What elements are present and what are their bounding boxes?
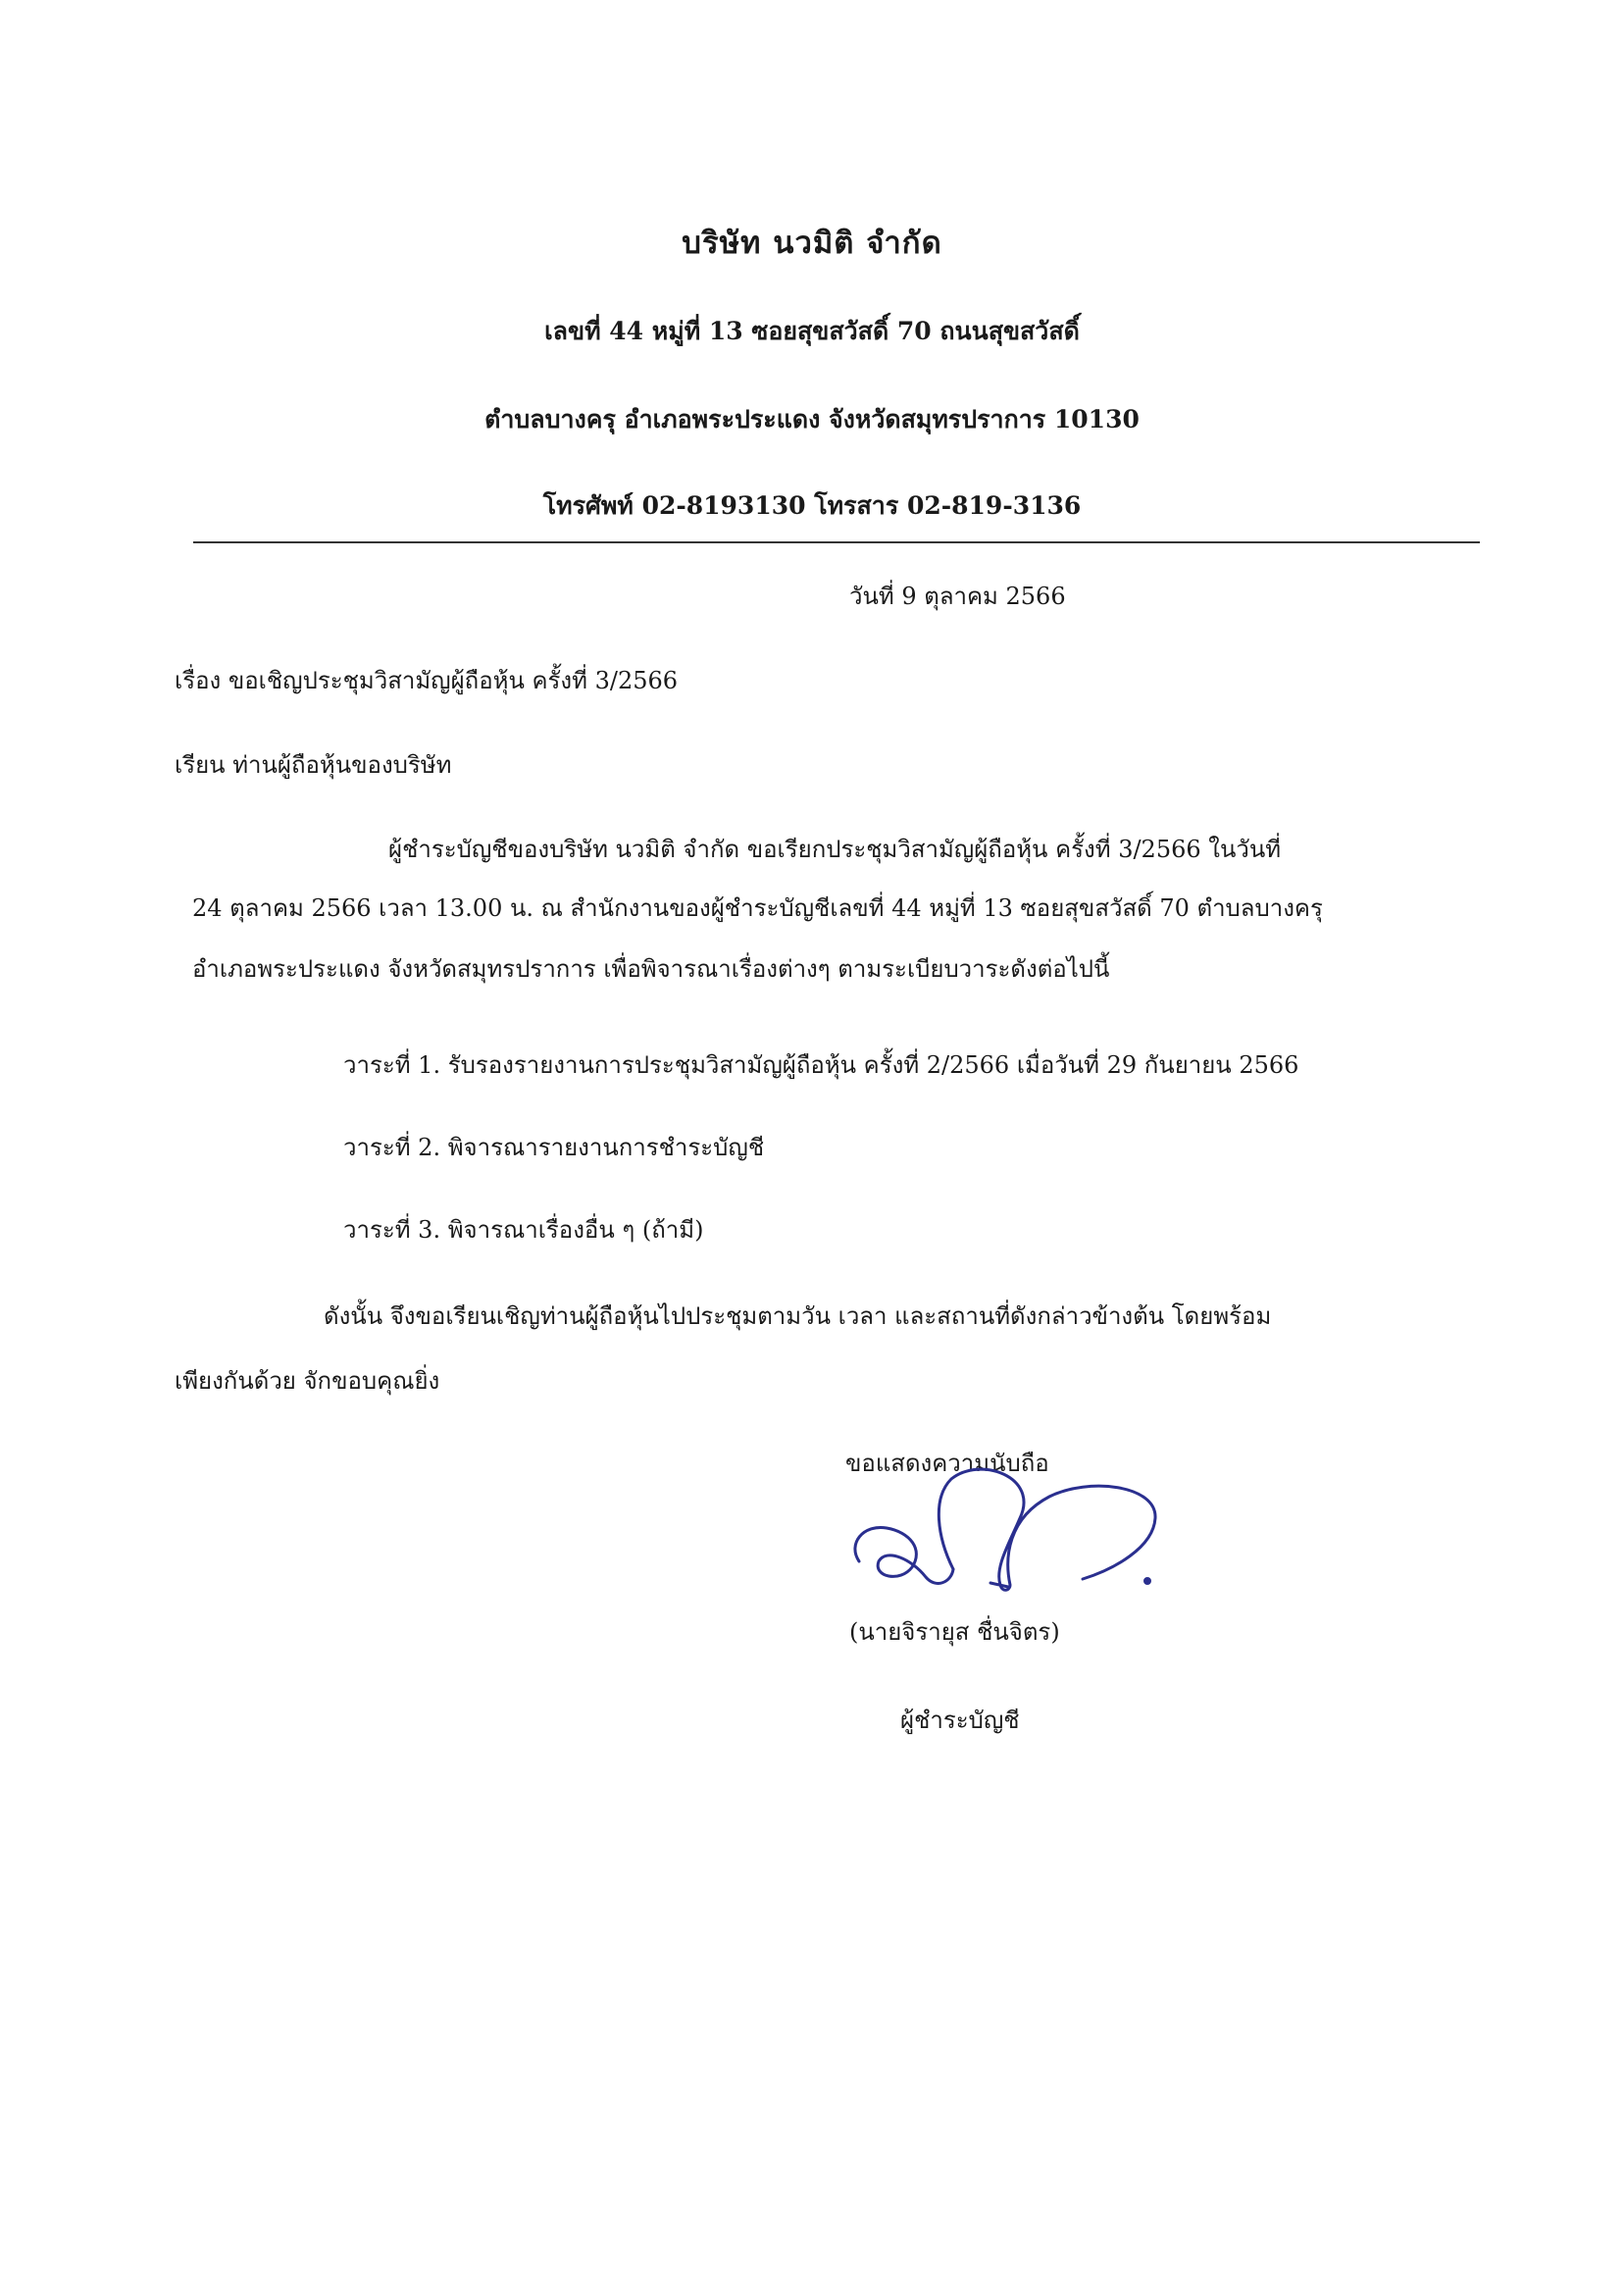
- signature-loop-right: [939, 1469, 1155, 1590]
- company-name: บริษัท นวมิติ จำกัด: [682, 226, 942, 261]
- signature-tail: [990, 1583, 1008, 1587]
- agenda-item-3: วาระที่ 3. พิจารณาเรื่องอื่น ๆ (ถ้ามี): [343, 1216, 704, 1244]
- company-address-line-1: เลขที่ 44 หมู่ที่ 13 ซอยสุขสวัสดิ์ 70 ถนนสุขสวัสดิ์: [544, 317, 1080, 345]
- intro-paragraph-line: 24 ตุลาคม 2566 เวลา 13.00 น. ณ สำนักงานของผู้ชำระบัญชีเลขที่ 44 หมู่ที่ 13 ซอยสุขสวัสดิ์ 70 ตำบลบางครุ: [192, 894, 1323, 922]
- signer-title: ผู้ชำระบัญชี: [900, 1707, 1020, 1734]
- signature-loop-left: [855, 1527, 953, 1583]
- agenda-item-1: วาระที่ 1. รับรองรายงานการประชุมวิสามัญผู้ถือหุ้น ครั้งที่ 2/2566 เมื่อวันที่ 29 กันยายน 2566: [343, 1051, 1299, 1079]
- closing-paragraph-line: ดังนั้น จึงขอเรียนเชิญท่านผู้ถือหุ้นไปประชุมตามวัน เวลา และสถานที่ดังกล่าวข้างต้น โดยพร้อม: [324, 1302, 1272, 1330]
- intro-paragraph-line: อำเภอพระประแดง จังหวัดสมุทรปราการ เพื่อพิจารณาเรื่องต่างๆ ตามระเบียบวาระดังต่อไปนี้: [192, 955, 1110, 983]
- handwritten-signature: [843, 1459, 1167, 1606]
- agenda-item-2: วาระที่ 2. พิจารณารายงานการชำระบัญชี: [343, 1134, 765, 1161]
- signer-name: (นายจิรายุส ชื่นจิตร): [849, 1618, 1060, 1646]
- signature-dot: [1145, 1579, 1150, 1584]
- letter-date: วันที่ 9 ตุลาคม 2566: [849, 583, 1066, 610]
- letter-subject: เรื่อง ขอเชิญประชุมวิสามัญผู้ถือหุ้น ครั้งที่ 3/2566: [175, 667, 679, 694]
- letter-salutation: เรียน ท่านผู้ถือหุ้นของบริษัท: [175, 751, 452, 779]
- company-address-line-2: ตำบลบางครุ อำเภอพระประแดง จังหวัดสมุทรปราการ 10130: [484, 405, 1140, 433]
- complimentary-close: ขอแสดงความนับถือ: [845, 1450, 1049, 1477]
- intro-paragraph-line: ผู้ชำระบัญชีของบริษัท นวมิติ จำกัด ขอเรียกประชุมวิสามัญผู้ถือหุ้น ครั้งที่ 3/2566 ในวันที่: [388, 836, 1282, 863]
- header-divider: [193, 541, 1480, 543]
- company-contact-line: โทรศัพท์ 02-8193130 โทรสาร 02-819-3136: [542, 491, 1082, 520]
- closing-paragraph-line: เพียงกันด้วย จักขอบคุณยิ่ง: [175, 1367, 440, 1395]
- signature-strokes: [855, 1469, 1155, 1590]
